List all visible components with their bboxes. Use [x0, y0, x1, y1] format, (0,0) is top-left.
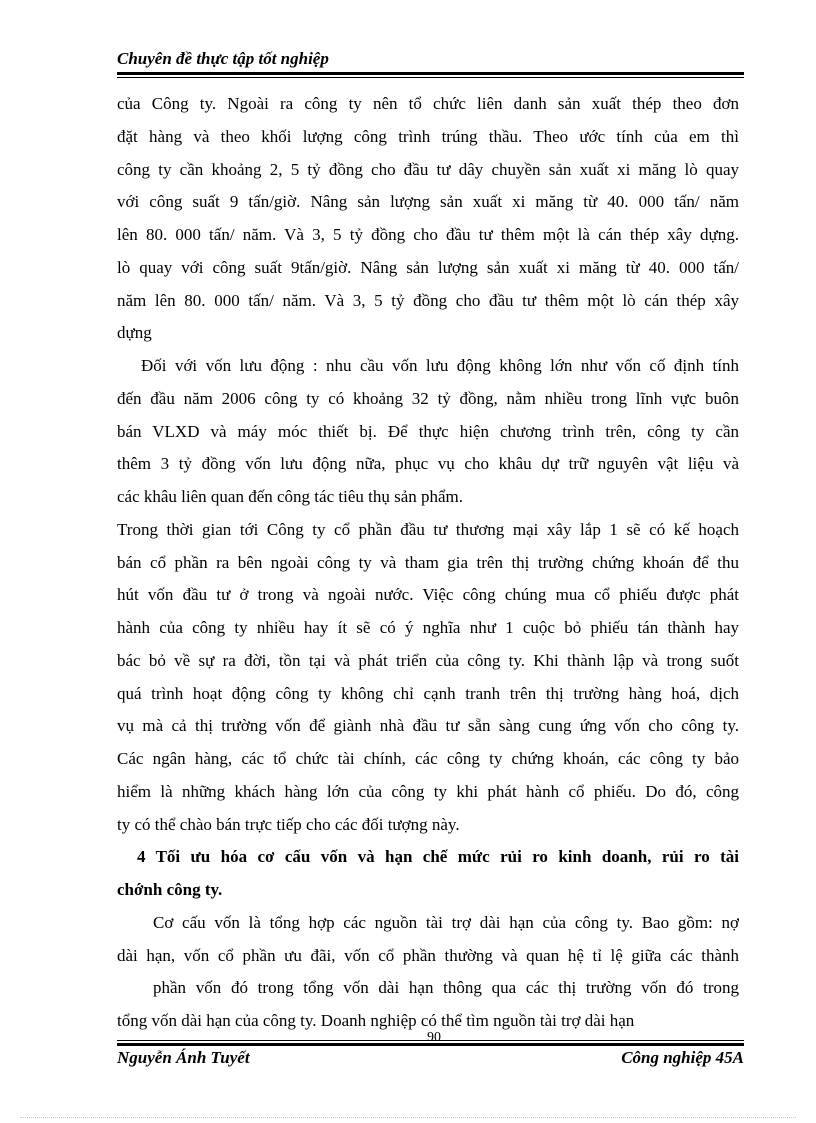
paragraph-line: hành của công ty nhiều hay ít sẽ có ý nghĩa như 1 cuộc bỏ phiếu tán thành hay [117, 618, 739, 637]
header-rule-thin [117, 77, 744, 78]
paragraph-line: năm lên 80. 000 tấn/ năm. Và 3, 5 tỷ đồng cho đầu tư thêm một lò cán thép xây [117, 290, 739, 310]
paragraph-line: thêm 3 tỷ đồng vốn lưu động nữa, phục vụ cho khâu dự trữ nguyên vật liệu và [117, 454, 739, 474]
paragraph-line: bác bỏ về sự ra đời, tồn tại và phát triển của công ty. Khi thành lập và trong suốt [117, 650, 739, 670]
paragraph-line: Các ngân hàng, các tổ chức tài chính, các công ty chứng khoán, các công ty bảo [117, 749, 739, 768]
paragraph-line: công ty cần khoảng 2, 5 tỷ đồng cho đầu tư dây chuyền sản xuất xi măng lò quay [117, 159, 739, 179]
header-rule-thick [117, 72, 744, 75]
paragraph-line: bán VLXD và máy móc thiết bị. Để thực hiện chương trình trên, công ty cần [117, 421, 739, 441]
paragraph-line: Trong thời gian tới Công ty cổ phần đầu tư thương mại xây lắp 1 sẽ có kế hoạch [117, 519, 739, 539]
paragraph-line: quá trình hoạt động công ty không chỉ cạnh tranh trên thị trường hàng hoá, dịch [117, 683, 739, 703]
paragraph-line: Đối với vốn lưu động : nhu cầu vốn lưu động không lớn như vốn cố định tính [141, 356, 739, 375]
paragraph-line: đến đầu năm 2006 công ty có khoảng 32 tỷ đồng, nằm nhiều trong lĩnh vực buôn [117, 388, 739, 408]
paragraph-line: bán cổ phần ra bên ngoài công ty và tham gia trên thị trường chứng khoán để thu [117, 552, 739, 572]
paragraph-line: đặt hàng và theo khối lượng công trình trúng thầu. Theo ước tính của em thì [117, 126, 739, 146]
page-number: 90 [427, 1030, 441, 1045]
paragraph-line: lò quay với công suất 9tấn/giờ. Nâng sản lượng sản xuất xi măng từ 40. 000 tấn/ [117, 257, 739, 277]
page-edge-divider [20, 1117, 796, 1118]
paragraph-line: hút vốn đầu tư ở trong và ngoài nước. Việc công chúng mua cổ phiếu được phát [117, 585, 739, 605]
paragraph-line: phần vốn đó trong tổng vốn dài hạn thông qua các thị trường vốn đó trong [153, 978, 739, 998]
paragraph-line: các khâu liên quan đến công tác tiêu thụ sản phẩm. [117, 487, 464, 506]
section-heading-line: chớnh công ty. [117, 880, 223, 899]
paragraph-line: dài hạn, vốn cổ phần ưu đãi, vốn cổ phần thường và quan hệ tỉ lệ giữa các thành [117, 945, 739, 965]
footer-author: Nguyễn Ánh Tuyết [117, 1048, 250, 1067]
page-header [117, 48, 744, 78]
paragraph-line: dựng [117, 323, 152, 343]
paragraph-line: hiểm là những khách hàng lớn của công ty khi phát hành cổ phiếu. Do đó, công [117, 781, 739, 801]
paragraph-line: vụ mà cả thị trường vốn để giành nhà đầu tư sẵn sàng cung ứng vốn cho công ty. [117, 716, 739, 736]
footer-class: Công nghiệp 45A [621, 1048, 744, 1067]
section-heading-line: 4 Tối ưu hóa cơ cấu vốn và hạn chế mức rủi ro kinh doanh, rủi ro tài [137, 847, 739, 867]
paragraph-line: ty có thể chào bán trực tiếp cho các đối tượng này. [117, 814, 460, 834]
page-footer [117, 1030, 744, 1072]
header-title: Chuyên đề thực tập tốt nghiệp [117, 49, 329, 68]
paragraph-line: Cơ cấu vốn là tổng hợp các nguồn tài trợ dài hạn của công ty. Bao gồm: nợ [153, 912, 739, 932]
body-text [117, 88, 739, 1038]
paragraph-line: với công suất 9 tấn/giờ. Nâng sản lượng sản xuất xi măng từ 40. 000 tấn/ năm [117, 192, 739, 212]
paragraph-line: tổng vốn dài hạn của công ty. Doanh nghiệp có thể tìm nguồn tài trợ dài hạn [117, 1011, 635, 1030]
paragraph-line: lên 80. 000 tấn/ năm. Và 3, 5 tỷ đồng cho đầu tư thêm một là cán thép xây dựng. [117, 225, 739, 244]
paragraph-line: của Công ty. Ngoài ra công ty nên tổ chức liên danh sản xuất thép theo đơn [117, 94, 739, 113]
